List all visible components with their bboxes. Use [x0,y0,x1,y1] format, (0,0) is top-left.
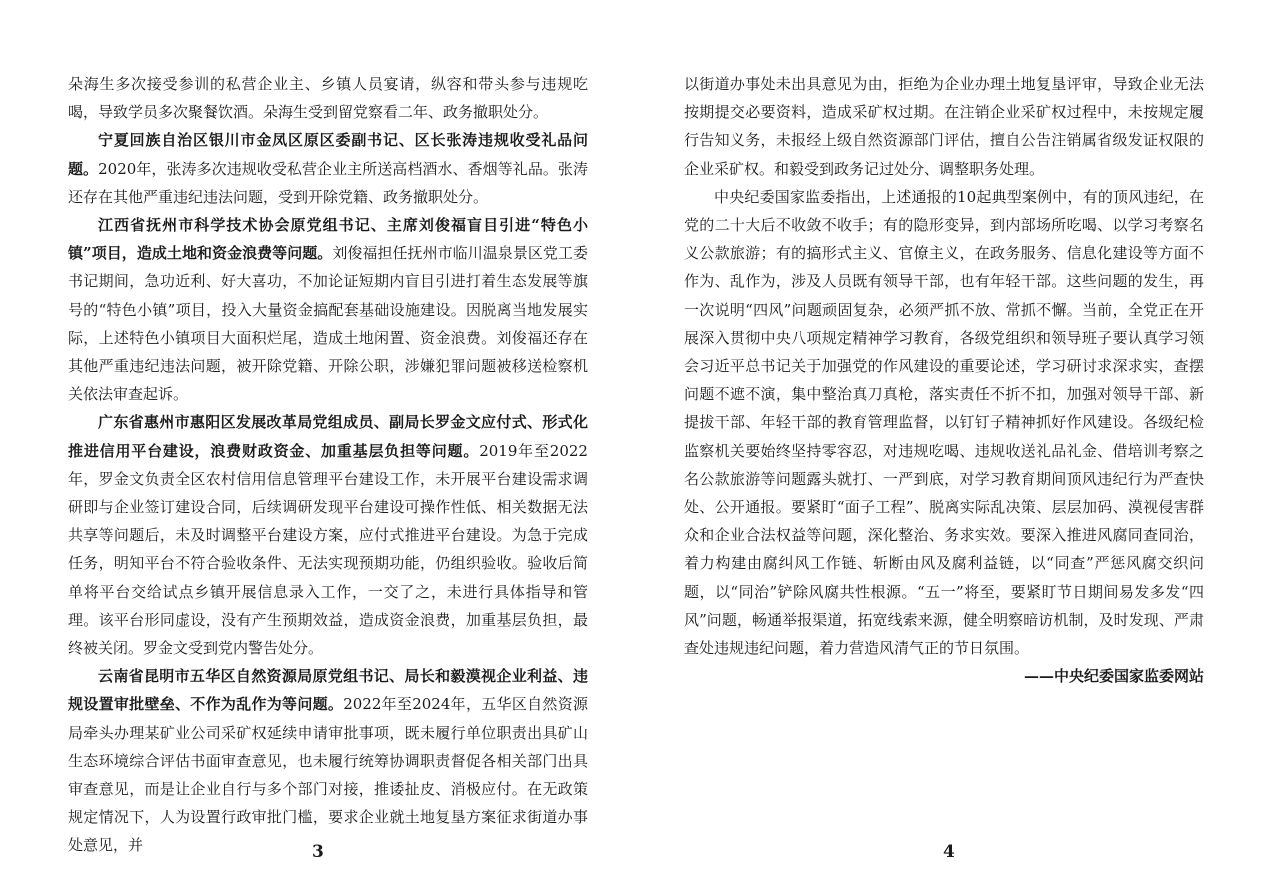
paragraph-heading: 广东省惠州市惠阳区发展改革局党组成员、副局长罗金文应付式、形式化推进信用平台建设，浪费财政资金、加重基层负担等问题。 [68,413,588,460]
paragraph [684,70,1204,183]
paragraph-heading: 云南省昆明市五华区自然资源局原党组书记、局长和毅漠视企业利益、违规设置审批壁垒、不作为乱作为等问题。 [68,667,588,714]
paragraph [68,211,588,408]
right-page [684,70,1204,690]
paragraph [68,408,588,662]
paragraph [684,183,1204,662]
paragraph-heading: 江西省抚州市科学技术协会原党组书记、主席刘俊福盲目引进“特色小镇”项目，造成土地和资金浪费等问题。 [68,216,588,263]
paragraph-body: 以街道办事处未出具意见为由，拒绝为企业办理土地复垦评审，导致企业无法按期提交必要资料，造成采矿权过期。在注销企业采矿权过程中，未按规定履行告知义务，未报经上级自然资源部门评估，擅自公告注销属省级发证权限的企业采矿权。和毅受到政务记过处分、调整职务处理。 [684,75,1204,178]
paragraph [68,70,588,126]
left-page [68,70,588,860]
source-attribution: ——中央纪委国家监委网站 [1023,667,1204,686]
paragraph [68,126,588,211]
page-number: 4 [943,842,955,862]
paragraph-heading: 宁夏回族自治区银川市金凤区原区委副书记、区长张涛违规收受礼品问题。 [68,131,588,178]
paragraph-body: 朵海生多次接受参训的私营企业主、乡镇人员宴请，纵容和带头参与违规吃喝，导致学员多次聚餐饮酒。朵海生受到留党察看二年、政务撤职处分。 [68,75,588,122]
paragraph-body: 刘俊福担任抚州市临川温泉景区党工委书记期间，急功近利、好大喜功，不加论证短期内盲目引进打着生态发展等旗号的“特色小镇”项目，投入大量资金搞配套基础设施建设。因脱离当地发展实际，上述特色小镇项目大面积烂尾，造成土地闲置、资金浪费。刘俊福还存在其他严重违纪违法问题，被开除党籍、开除公职，涉嫌犯罪问题被移送检察机关依法审查起诉。 [68,244,588,404]
paragraph-body: 中央纪委国家监委指出，上述通报的10起典型案例中，有的顶风违纪，在党的二十大后不收敛不收手；有的隐形变异，到内部场所吃喝、以学习考察名义公款旅游；有的搞形式主义、官僚主义，在政务服务、信息化建设等方面不作为、乱作为，涉及人员既有领导干部，也有年轻干部。这些问题的发生，再一次说明“四风”问题顽固复杂，必须严抓不放、常抓不懈。当前，全党正在开展深入贯彻中央八项规定精神学习教育，各级党组织和领导班子要认真学习领会习近平总书记关于加强党的作风建设的重要论述，学习研讨求深求实，查摆问题不遮不演，集中整治真刀真枪，落实责任不折不扣，加强对领导干部、新提拔干部、年轻干部的教育管理监督，以钉钉子精神抓好作风建设。各级纪检监察机关要始终坚持零容忍，对违规吃喝、违规收送礼品礼金、借培训考察之名公款旅游等问题露头就打、一严到底，对学习教育期间顶风违纪行为严查快处、公开通报。要紧盯“面子工程”、脱离实际乱决策、层层加码、漠视侵害群众和企业合法权益等问题，深化整治、务求实效。要深入推进风腐同查同治，着力构建由腐纠风工作链、斩断由风及腐利益链，以“同查”严惩风腐交织问题，以“同治”铲除风腐共性根源。“五一”将至，要紧盯节日期间易发多发“四风”问题，畅通举报渠道，拓宽线索来源，健全明察暗访机制，及时发现、严肃查处违规违纪问题，着力营造风清气正的节日氛围。 [684,187,1204,658]
page-number: 3 [312,842,324,862]
paragraph-body: 2022年至2024年，五华区自然资源局牵头办理某矿业公司采矿权延续申请审批事项，既未履行单位职责出具矿山生态环境综合评估书面审查意见，也未履行统筹协调职责督促各相关部门出具审查意见，而是让企业自行与多个部门对接，推诿扯皮、消极应付。在无政策规定情况下，人为设置行政审批门槛，要求企业就土地复垦方案征求街道办事处意见，并 [68,695,588,855]
paragraph-body: 2019年至2022年，罗金文负责全区农村信用信息管理平台建设工作，未开展平台建设需求调研即与企业签订建设合同，后续调研发现平台建设可操作性低、相关数据无法共享等问题后，未及时调整平台建设方案，应付式推进平台建设。为急于完成任务，明知平台不符合验收条件、无法实现预期功能，仍组织验收。验收后简单将平台交给试点乡镇开展信息录入工作，一交了之，未进行具体指导和管理。该平台形同虚设，没有产生预期效益，造成资金浪费，加重基层负担，最终被关闭。罗金文受到党内警告处分。 [68,441,588,658]
paragraph-body: 2020年，张涛多次违规收受私营企业主所送高档酒水、香烟等礼品。张涛还存在其他严重违纪违法问题，受到开除党籍、政务撤职处分。 [68,159,588,206]
paragraph [68,662,588,859]
